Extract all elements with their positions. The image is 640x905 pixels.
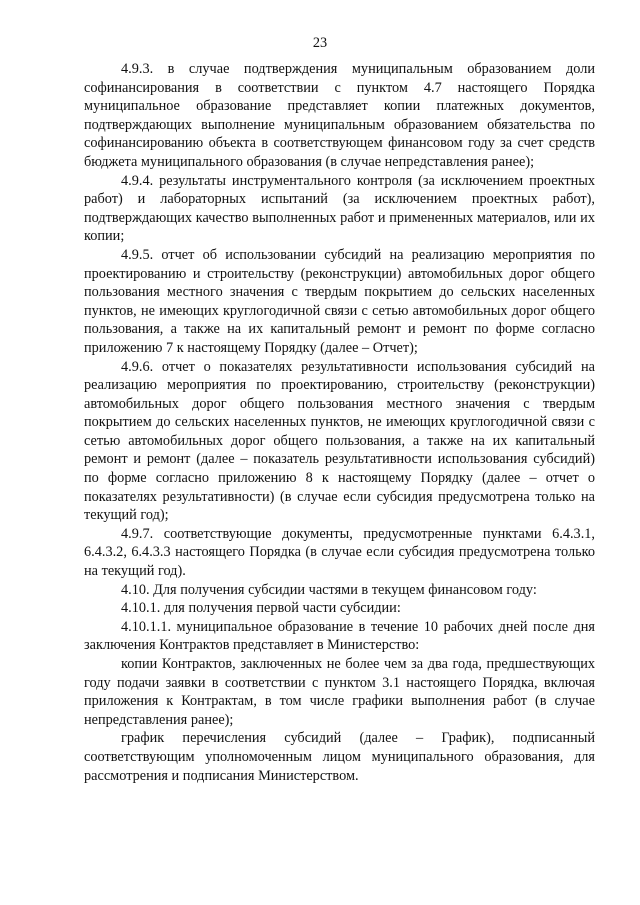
- paragraph-4-9-7: 4.9.7. соответствующие документы, предусмотренные пунктами 6.4.3.1, 6.4.3.2, 6.4.3.3 настоящего Порядка (в случае если субсидия предусмотрена только на текущий год).: [84, 525, 595, 580]
- page-number: 23: [312, 35, 328, 51]
- paragraph-4-9-4: 4.9.4. результаты инструментального контроля (за исключением проектных работ) и лабораторных испытаний (за исключением проектных работ), подтверждающих качество выполненных работ и примененных материалов, или их копии;: [84, 172, 595, 245]
- paragraph-contract-copies: копии Контрактов, заключенных не более чем за два года, предшествующих году подачи заявки в соответствии с пунктом 3.1 настоящего Порядка, включая приложения к Контрактам, в том числе графики выполнения работ (в случае непредставления ранее);: [84, 656, 595, 728]
- paragraph-4-10-1: 4.10.1. для получения первой части субсидии:: [121, 600, 401, 617]
- paragraph-4-10-1-1: 4.10.1.1. муниципальное образование в течение 10 рабочих дней после дня заключения Контрактов представляет в Министерство:: [84, 618, 595, 654]
- paragraph-4-9-6: 4.9.6. отчет о показателях результативности использования субсидий на реализацию мероприятия по проектированию, строительству (реконструкции) автомобильных дорог общего пользования местного значения с твердым покрытием до сельских населенных пунктов, не имеющих круглогодичной связи с сетью автомобильных дорог общего пользования, а также на их капитальный ремонт и ремонт (далее – показатель результативности использования субсидий) по форме согласно приложению 8 к настоящему Порядку (далее – отчет о показателях результативности) (в случае если субсидия предусмотрена только на текущий год);: [84, 358, 595, 524]
- paragraph-4-9-5: 4.9.5. отчет об использовании субсидий на реализацию мероприятия по проектированию и строительству (реконструкции) автомобильных дорог общего пользования местного значения с твердым покрытием до сельских населенных пунктов, не имеющих круглогодичной связи с сетью автомобильных дорог общего пользования, а также на их капитальный ремонт и ремонт по форме согласно приложению 7 к настоящему Порядку (далее – Отчет);: [84, 246, 595, 356]
- paragraph-payment-schedule: график перечисления субсидий (далее – График), подписанный соответствующим уполномоченным лицом муниципального образования, для рассмотрения и подписания Министерством.: [84, 730, 595, 784]
- paragraph-4-10: 4.10. Для получения субсидии частями в текущем финансовом году:: [121, 581, 537, 598]
- document-body: [84, 60, 595, 785]
- paragraph-4-9-3: 4.9.3. в случае подтверждения муниципальным образованием доли софинансирования в соответствии с пунктом 4.7 настоящего Порядка муниципальное образование представляет копии платежных документов, подтверждающих выполнение муниципальным образованием обязательства по софинансированию объекта в соответствующем финансовом году за счет средств бюджета муниципального образования (в случае непредставления ранее);: [84, 61, 595, 170]
